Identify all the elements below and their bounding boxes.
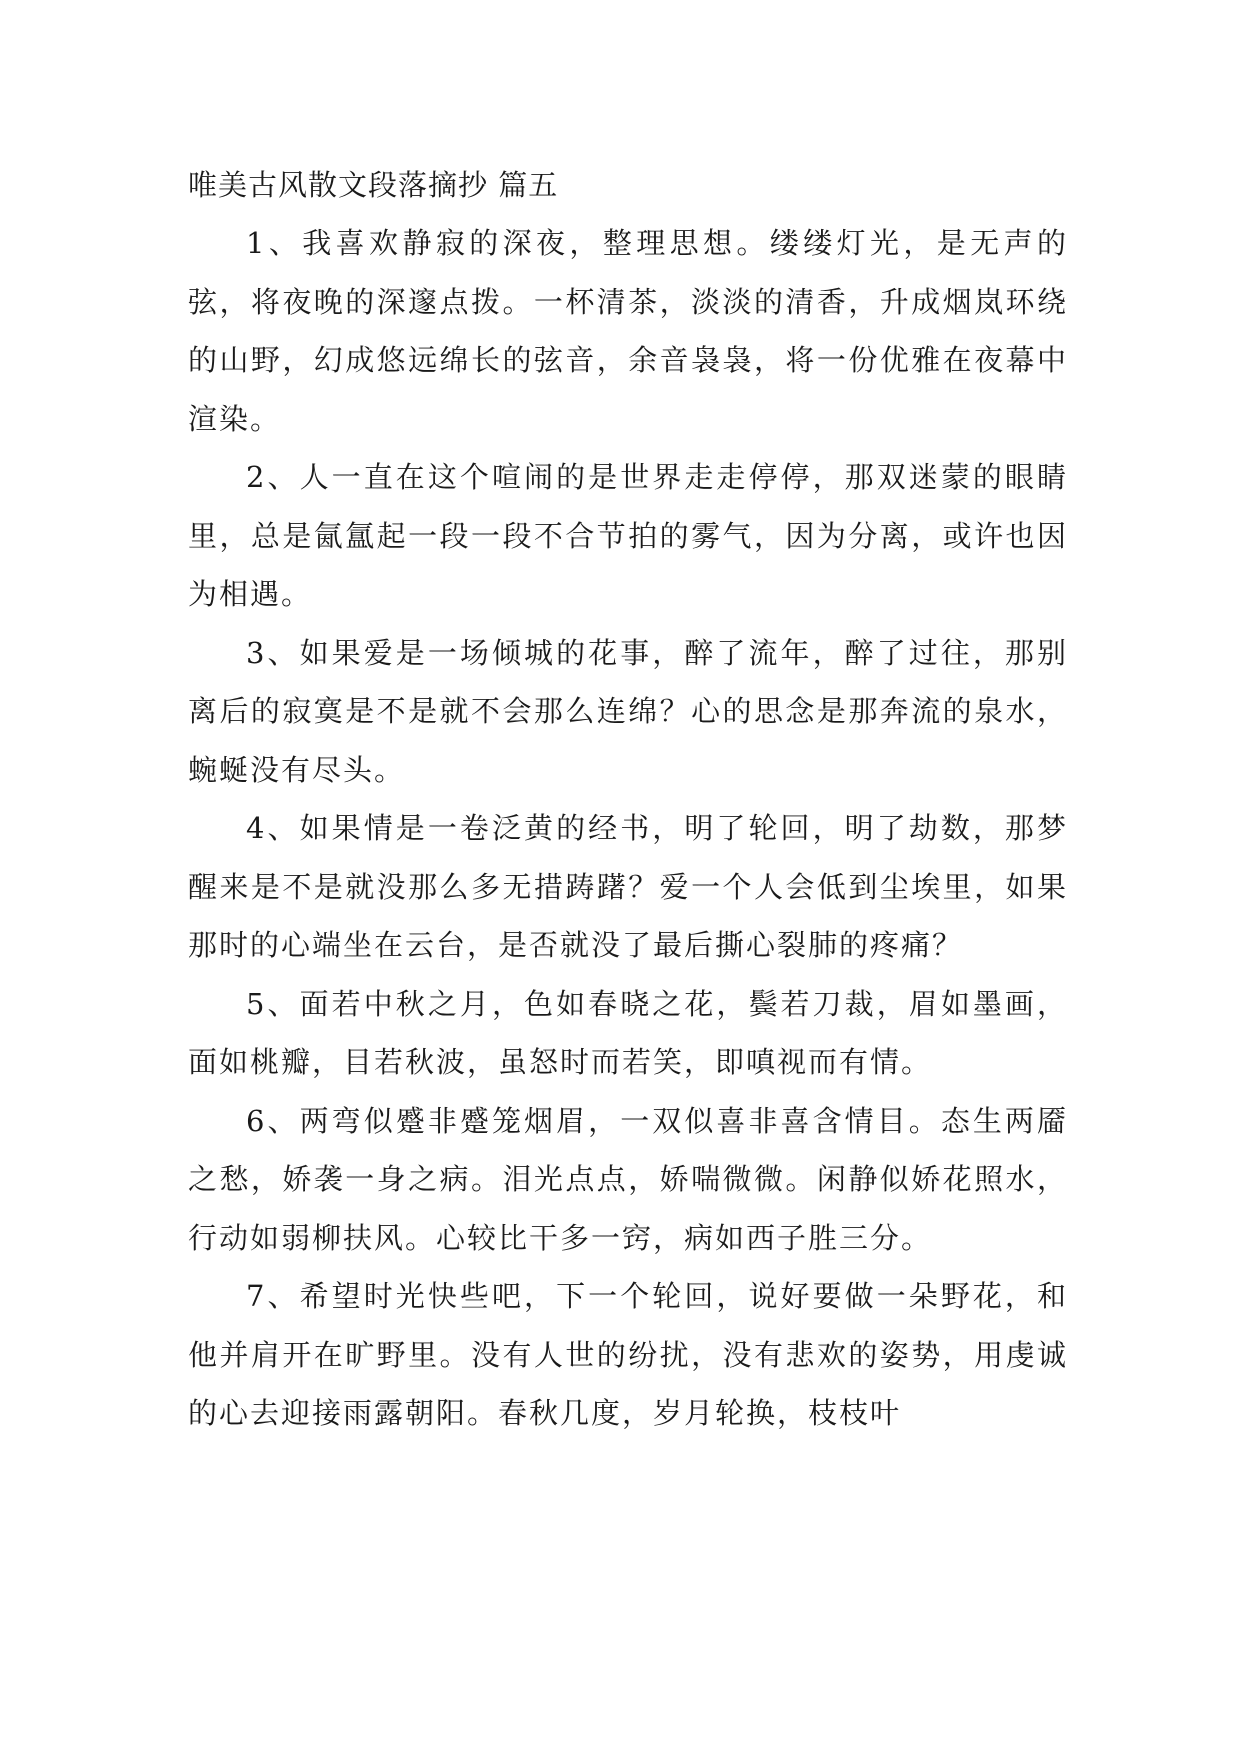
document-body: [188, 156, 1068, 1443]
paragraph-4: 4、如果情是一卷泛黄的经书，明了轮回，明了劫数，那梦醒来是不是就没那么多无措踌躇？爱一个人会低到尘埃里，如果那时的心端坐在云台，是否就没了最后撕心裂肺的疼痛？: [188, 811, 1068, 962]
paragraph-7: 7、希望时光快些吧，下一个轮回，说好要做一朵野花，和他并肩开在旷野里。没有人世的纷扰，没有悲欢的姿势，用虔诚的心去迎接雨露朝阳。春秋几度，岁月轮换，枝枝叶: [188, 1279, 1068, 1430]
document-title: 唯美古风散文段落摘抄 篇五: [188, 168, 559, 202]
paragraph-5: 5、面若中秋之月，色如春晓之花，鬓若刀裁，眉如墨画，面如桃瓣，目若秋波，虽怒时而若笑，即嗔视而有情。: [188, 986, 1068, 1079]
paragraph-3: 3、如果爱是一场倾城的花事，醉了流年，醉了过往，那别离后的寂寞是不是就不会那么连绵？心的思念是那奔流的泉水，蜿蜒没有尽头。: [188, 635, 1068, 787]
paragraph-6: 6、两弯似蹙非蹙笼烟眉，一双似喜非喜含情目。态生两靥之愁，娇袭一身之病。泪光点点，娇喘微微。闲静似娇花照水，行动如弱柳扶风。心较比干多一窍，病如西子胜三分。: [188, 1103, 1068, 1255]
paragraph-1: 1、我喜欢静寂的深夜，整理思想。缕缕灯光，是无声的弦，将夜晚的深邃点拨。一杯清茶，淡淡的清香，升成烟岚环绕的山野，幻成悠远绵长的弦音，余音袅袅，将一份优雅在夜幕中渲染。: [188, 226, 1068, 436]
paragraph-2: 2、人一直在这个喧闹的是世界走走停停，那双迷蒙的眼睛里，总是氤氲起一段一段不合节拍的雾气，因为分离，或许也因为相遇。: [188, 460, 1068, 611]
